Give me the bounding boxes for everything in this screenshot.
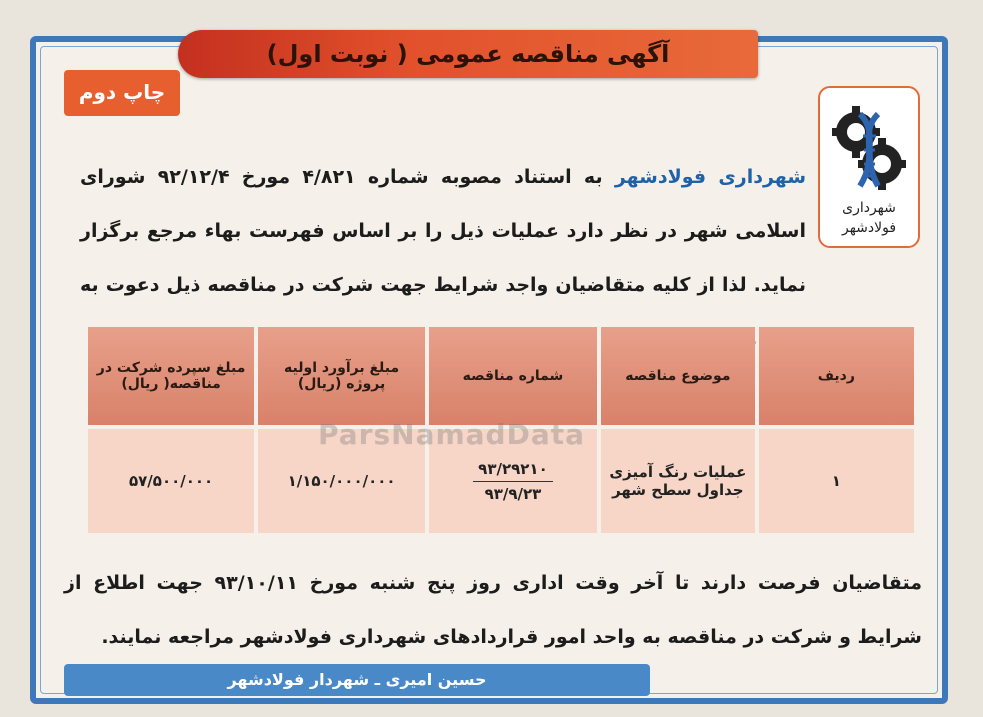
deadline-paragraph: متقاضیان فرصت دارند تا آخر وقت اداری روز پنج شنبه مورخ ۹۳/۱۰/۱۱ جهت اطلاع از شرایط و شرکت در مناقصه به واحد امور قراردادهای شهرداری فولادشهر مراجعه نمایند.	[64, 572, 922, 648]
gear-dna-icon	[820, 94, 918, 204]
col-header-row-number: ردیف	[759, 327, 914, 425]
intro-text: به استناد مصوبه شماره ۴/۸۲۱ مورخ ۹۲/۱۲/۴ شورای اسلامی شهر در نظر دارد عملیات ذیل را بر اساس فهرست بهاء مرجع برگزار نماید. لذا از کلیه متقاضیان واجد شرایط جهت شرکت در مناقصه ذیل دعوت به	[80, 166, 806, 296]
cell-estimate: ۱/۱۵۰/۰۰۰/۰۰۰	[258, 429, 425, 533]
logo-caption-line2: فولادشهر	[841, 220, 897, 236]
watermark: ParsNamadData	[318, 418, 585, 451]
municipality-name: شهرداری فولادشهر	[614, 166, 806, 188]
fraction-rule	[473, 481, 553, 482]
col-header-subject: موضوع مناقصه	[601, 327, 755, 425]
signature: حسین امیری ـ شهردار فولادشهر	[227, 670, 487, 689]
logo-caption-line1: شهرداری	[842, 200, 896, 216]
notice-title: آگهی مناقصه عمومی ( نوبت اول)	[266, 40, 670, 68]
logo-caption	[820, 198, 918, 238]
col-header-estimate: مبلغ برآورد اولیه پروژه (ریال)	[258, 327, 425, 425]
col-header-deposit: مبلغ سپرده شرکت در مناقصه( ریال)	[88, 327, 254, 425]
table-header-row	[88, 327, 914, 425]
tender-number: ۹۳/۲۹۲۱۰	[478, 459, 548, 478]
cell-row-number: ۱	[759, 429, 914, 533]
tender-date: ۹۳/۹/۲۳	[484, 484, 542, 503]
municipality-logo	[818, 86, 920, 248]
col-header-tender-number: شماره مناقصه	[429, 327, 597, 425]
cell-subject: عملیات رنگ آمیزی جداول سطح شهر	[601, 429, 755, 533]
print-badge: چاپ دوم	[64, 70, 180, 116]
cell-deposit: ۵۷/۵۰۰/۰۰۰	[88, 429, 254, 533]
